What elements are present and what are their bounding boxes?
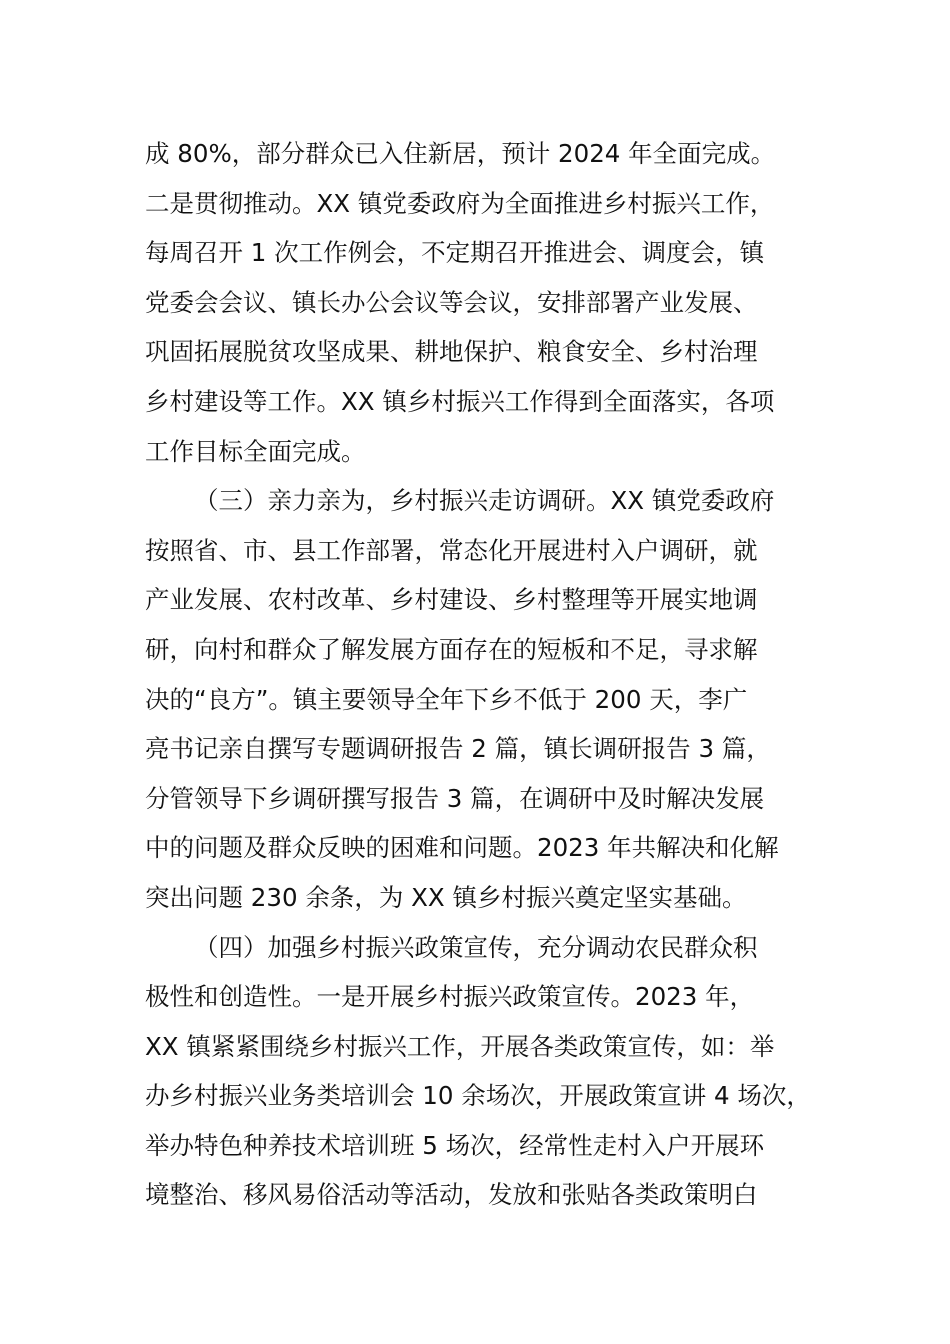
text-line: 境整治、移风易俗活动等活动，发放和张贴各类政策明白 [145,1180,758,1210]
text-line: 决的“良方”。镇主要领导全年下乡不低于 200 天，李广 [145,684,748,714]
paragraph-heading-line: （三）亲力亲为，乡村振兴走访调研。XX 镇党委政府 [194,486,775,516]
text-line: 中的问题及群众反映的困难和问题。2023 年共解决和化解 [145,833,779,863]
text-line: 分管领导下乡调研撰写报告 3 篇，在调研中及时解决发展 [145,783,765,813]
text-line: 亮书记亲自撰写专题调研报告 2 篇，镇长调研报告 3 篇， [145,734,771,764]
text-line: 二是贯彻推动。XX 镇党委政府为全面推进乡村振兴工作， [145,188,775,218]
text-line: 研，向村和群众了解发展方面存在的短板和不足，寻求解 [145,634,758,664]
text-line: 按照省、市、县工作部署，常态化开展进村入户调研，就 [145,535,758,565]
text-line: 成 80%，部分群众已入住新居，预计 2024 年全面完成。 [145,139,776,168]
text-line: 举办特色种养技术培训班 5 场次，经常性走村入户开展环 [145,1130,765,1160]
text-line: 乡村建设等工作。XX 镇乡村振兴工作得到全面落实，各项 [145,386,775,416]
text-line: XX 镇紧紧围绕乡村振兴工作，开展各类政策宣传，如：举 [145,1031,775,1061]
paragraph-heading-line: （四）加强乡村振兴政策宣传，充分调动农民群众积 [194,932,758,962]
text-line: 工作目标全面完成。 [145,436,366,466]
text-line: 巩固拓展脱贫攻坚成果、耕地保护、粮食安全、乡村治理 [145,337,758,367]
text-line: 突出问题 230 余条，为 XX 镇乡村振兴奠定坚实基础。 [145,882,747,912]
body-text [145,129,835,1220]
text-line: 每周召开 1 次工作例会，不定期召开推进会、调度会，镇 [145,238,765,268]
text-line: 产业发展、农村改革、乡村建设、乡村整理等开展实地调 [145,585,758,615]
text-line: 党委会会议、镇长办公会议等会议，安排部署产业发展、 [145,287,758,317]
text-line: 极性和创造性。一是开展乡村振兴政策宣传。2023 年， [145,982,755,1012]
text-line: 办乡村振兴业务类培训会 10 余场次，开展政策宣讲 4 场次， [145,1081,811,1111]
